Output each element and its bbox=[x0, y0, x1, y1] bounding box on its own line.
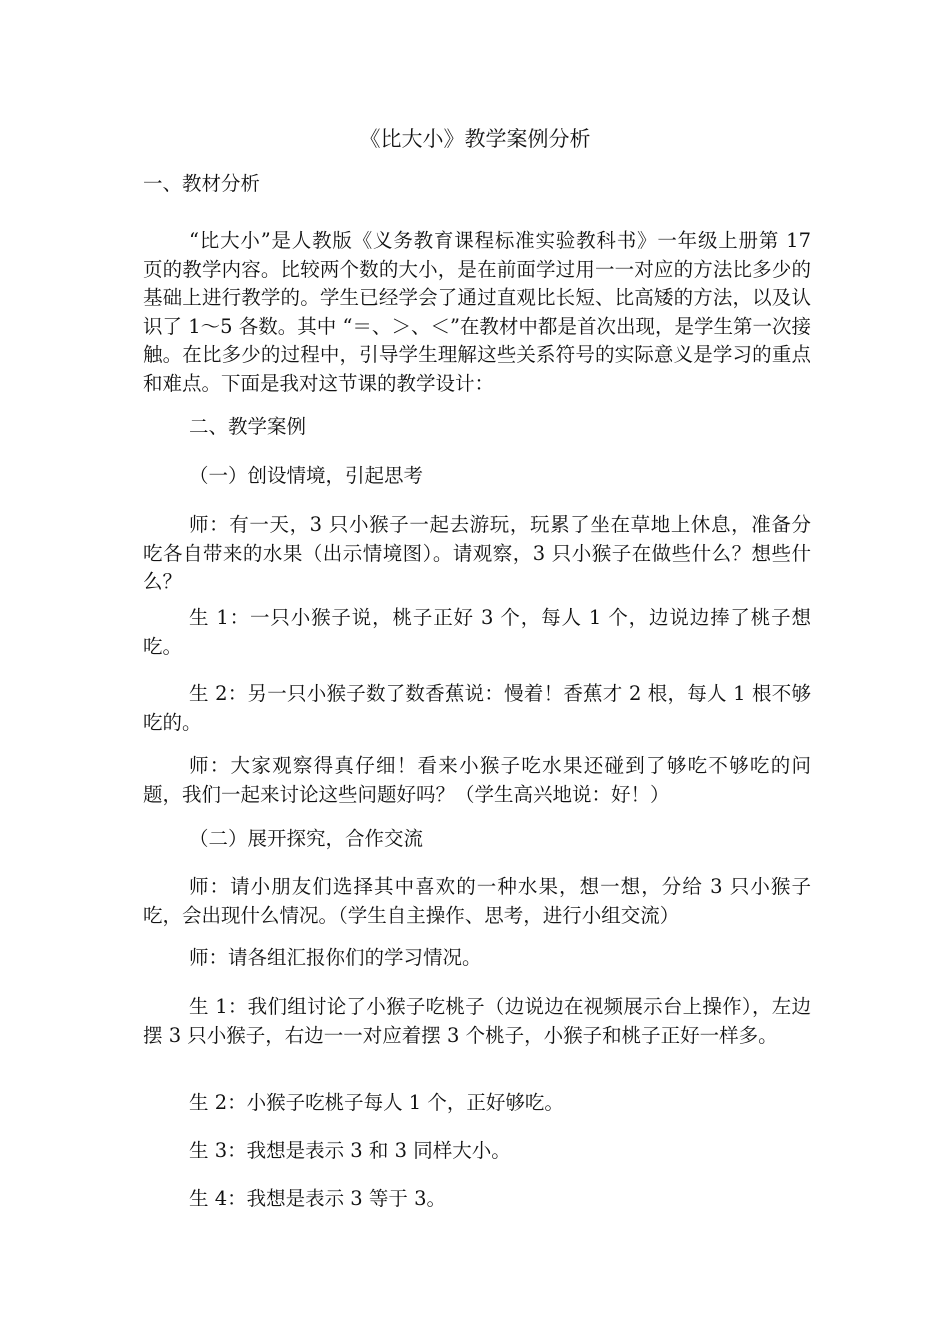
dialogue-paragraph: 生 2：小猴子吃桃子每人 1 个，正好够吃。 bbox=[189, 1091, 564, 1114]
dialogue-paragraph: 师：大家观察得真仔细！看来小猴子吃水果还碰到了够吃不够吃的问题，我们一起来讨论这些问题好吗？（学生高兴地说：好！） bbox=[143, 754, 811, 806]
document-title: 《比大小》教学案例分析 bbox=[359, 127, 591, 151]
subsection-heading-scenario: （一）创设情境，引起思考 bbox=[189, 464, 424, 487]
section-heading-textbook-analysis: 一、教材分析 bbox=[143, 172, 261, 195]
dialogue-paragraph: 生 1：我们组讨论了小猴子吃桃子（边说边在视频展示台上操作），左边摆 3 只小猴子，右边一一对应着摆 3 个桃子，小猴子和桃子正好一样多。 bbox=[143, 995, 811, 1047]
dialogue-paragraph: 生 1：一只小猴子说，桃子正好 3 个，每人 1 个，边说边捧了桃子想吃。 bbox=[143, 606, 811, 658]
dialogue-paragraph: 生 4：我想是表示 3 等于 3。 bbox=[189, 1187, 447, 1210]
dialogue-paragraph: 师：请小朋友们选择其中喜欢的一种水果，想一想，分给 3 只小猴子吃，会出现什么情况。（学生自主操作、思考，进行小组交流） bbox=[143, 875, 811, 927]
section-heading-teaching-case: 二、教学案例 bbox=[189, 415, 307, 438]
intro-paragraph: “比大小”是人教版《义务教育课程标准实验教科书》一年级上册第 17 页的教学内容。比较两个数的大小，是在前面学过用一一对应的方法比多少的基础上进行教学的。学生已经学会了通过直观比长短、比高矮的方法，以及认识了 1～5 各数。其中 “＝、＞、＜”在教材中都是首次出现，是学生第一次接触。在比多少的过程中，引导学生理解这些关系符号的实际意义是学习的重点和难点。下面是我对这节课的教学设计： bbox=[143, 229, 811, 395]
dialogue-paragraph: 生 2：另一只小猴子数了数香蕉说：慢着！香蕉才 2 根，每人 1 根不够吃的。 bbox=[143, 682, 811, 734]
dialogue-paragraph: 生 3：我想是表示 3 和 3 同样大小。 bbox=[189, 1139, 511, 1162]
dialogue-paragraph: 师：请各组汇报你们的学习情况。 bbox=[189, 946, 482, 969]
subsection-heading-exploration: （二）展开探究，合作交流 bbox=[189, 827, 424, 850]
dialogue-paragraph: 师：有一天，3 只小猴子一起去游玩，玩累了坐在草地上休息，准备分吃各自带来的水果（出示情境图）。请观察，3 只小猴子在做些什么？想些什么？ bbox=[143, 513, 811, 593]
